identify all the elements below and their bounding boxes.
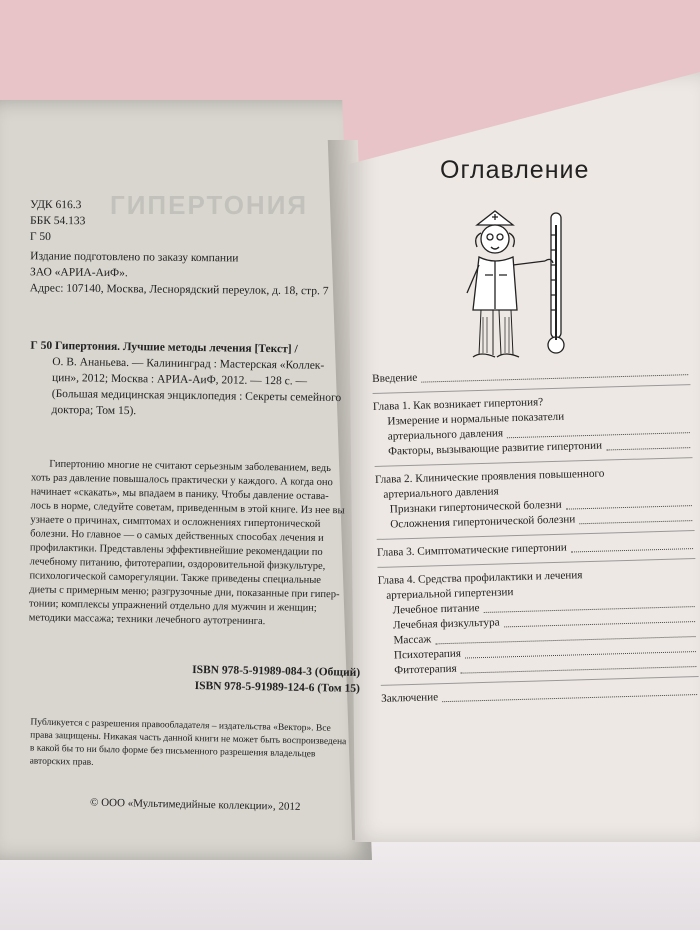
toc-entry: Измерение и нормальные показатели bbox=[387, 410, 565, 428]
annotation-line: методики массажа; техники лечебного аутотренинга. bbox=[28, 612, 266, 628]
annotation-line: тонии; комплексы упражнений отдельно для мужчин и женщин; bbox=[28, 598, 317, 614]
copyright-line: © ООО «Мультимедийные коллекции», 2012 bbox=[89, 796, 301, 813]
isbn-general: ISBN 978-5-91989-084-3 (Общий) bbox=[192, 663, 361, 679]
bib-line: цин», 2012; Москва : АРИА-АиФ, 2012. — 128 с. — bbox=[51, 372, 308, 388]
bib-line: доктора; Том 15). bbox=[51, 404, 137, 418]
toc-entry: артериального давления bbox=[383, 485, 499, 501]
annotation-line: диеты с примерным меню; разгрузочные дни, показанные при гипер- bbox=[29, 584, 340, 601]
annotation-line: лось в норме, следуйте советам, приведенным в этой книге. Из нее вы bbox=[30, 500, 345, 517]
toc-entry: Заключение bbox=[381, 683, 699, 707]
toc-entry: Осложнения гипертонической болезни bbox=[376, 509, 694, 533]
toc-entry: Факторы, вызывающие развитие гипертонии bbox=[374, 436, 692, 460]
toc-entry: Глава 1. Как возникает гипертония? bbox=[372, 396, 544, 413]
annotation bbox=[29, 457, 362, 630]
annotation-line: лечебному питанию, фитотерапии, оздоровительной физкультуре, bbox=[29, 556, 326, 573]
rights-notice bbox=[29, 717, 360, 776]
annotation-line: узнаете о причинах, симптомах и осложнениях гипертонической bbox=[30, 514, 321, 530]
index-code: Г 50 bbox=[29, 230, 51, 243]
udk-code: УДК 616.3 bbox=[30, 198, 82, 212]
toc-entry: Введение bbox=[372, 363, 690, 387]
bbk-code: ББК 54.133 bbox=[29, 214, 86, 228]
annotation-line: профилактики. Представлены эффективнейшие рекомендации по bbox=[29, 542, 323, 559]
toc-entry: Глава 4. Средства профилактики и лечения bbox=[377, 569, 583, 587]
toc-entry: Лечебная физкультура bbox=[379, 610, 697, 634]
rights-line: в какой бы то ни было форме без письменного разрешения владельцев bbox=[29, 743, 316, 760]
annotation-line: начинает «скакать», мы впадаем в панику. Чтобы давление остава- bbox=[30, 486, 329, 503]
bib-line: (Большая медицинская энциклопедия : Секреты семейного bbox=[51, 388, 342, 405]
toc-entry: Признаки гипертонической болезни bbox=[376, 494, 694, 518]
rights-line: Публикуется с разрешения правообладателя – издательства «Вектор». Все bbox=[30, 717, 331, 734]
prepared-line: Издание подготовлено по заказу компании bbox=[30, 250, 239, 265]
toc-entry: Глава 2. Клинические проявления повышенного bbox=[374, 467, 605, 486]
company-line: ЗАО «АРИА-АиФ». bbox=[29, 266, 128, 280]
toc-entry: Массаж bbox=[379, 625, 697, 649]
annotation-line: Гипертонию многие не считают серьезным заболеванием, ведь bbox=[49, 458, 332, 475]
bib-line: О. В. Ананьева. — Калининград : Мастерская «Коллек- bbox=[52, 356, 325, 372]
toc-entry: Глава 3. Симптоматические гипертонии bbox=[377, 537, 695, 561]
table-of-contents bbox=[372, 363, 699, 707]
bleed-through-text: ГИПЕРТОНИЯ bbox=[110, 190, 309, 220]
page-title: Оглавление bbox=[440, 156, 590, 184]
rights-line: авторских прав. bbox=[29, 756, 94, 768]
bib-line: Г 50 Гипертония. Лучшие методы лечения [Текст] / bbox=[30, 339, 298, 356]
address-line: Адрес: 107140, Москва, Леснорядский переулок, д. 18, стр. 7 bbox=[29, 282, 329, 298]
publisher-info bbox=[30, 248, 360, 299]
toc-entry: артериальной гипертензии bbox=[386, 586, 514, 602]
catalog-codes bbox=[30, 197, 360, 247]
rights-line: права защищены. Никакая часть данной книги не может быть воспроизведена bbox=[30, 730, 347, 748]
toc-entry: Психотерапия bbox=[380, 640, 698, 664]
annotation-line: психологической саморегуляции. Также приведены специальные bbox=[29, 570, 322, 586]
bibliographic-record bbox=[29, 338, 360, 423]
isbn-block bbox=[30, 659, 361, 697]
toc-entry: Фитотерапия bbox=[380, 655, 698, 679]
annotation-line: болезни. Но главное — о самых действенных способах лечения и bbox=[30, 528, 324, 545]
toc-entry: артериального давления bbox=[374, 421, 692, 445]
toc-entry: Лечебное питание bbox=[378, 595, 696, 619]
annotation-line: хоть раз давление повышалось практически у каждого. А когда оно bbox=[30, 472, 333, 489]
doctor-illustration bbox=[455, 205, 585, 370]
isbn-volume: ISBN 978-5-91989-124-6 (Том 15) bbox=[194, 679, 360, 695]
